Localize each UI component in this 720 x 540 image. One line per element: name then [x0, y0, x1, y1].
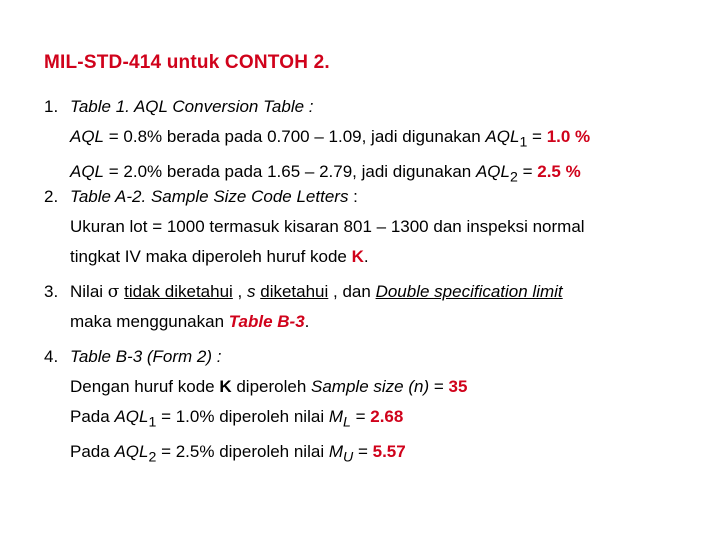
- code-letter: K: [351, 247, 364, 266]
- ml-line: Pada $AQL_1 = 1.0\%$ diperoleh nilai $M_L = 2.68$: [70, 407, 404, 431]
- list-item-3: 3. Nilai σ tidak diketahui , s diketahui , dan Double specification limit maka menggunakan Table B-3.: [44, 277, 563, 337]
- list-item-1: [44, 92, 590, 193]
- sample-size-line: Dengan huruf kode K diperoleh Sample size (n) = 35: [70, 377, 468, 396]
- aql-line-1: AQL = 0.8% berada pada 0.700 – 1.09, jadi digunakan $AQL_1 = 1.0$ %: [70, 127, 591, 151]
- item-heading: Table B-3 (Form 2) :: [70, 347, 222, 366]
- mu-value: 5.57: [372, 442, 406, 462]
- item-number: 4.: [44, 347, 59, 366]
- lot-size-line: Ukuran lot = 1000 termasuk kisaran 801 – 1300 dan inspeksi normal: [70, 217, 585, 236]
- aql1-result: 1.0 %: [546, 127, 591, 146]
- double-spec-limit: Double specification limit: [375, 282, 563, 301]
- item-number: 2.: [44, 187, 59, 206]
- item-heading: Table 1. AQL Conversion Table :: [70, 97, 314, 116]
- sample-size-value: 35: [448, 377, 468, 396]
- item-number: 1.: [44, 97, 59, 116]
- item-heading: Table A-2. Sample Size Code Letters: [70, 187, 349, 206]
- slide-title: MIL-STD-414 untuk CONTOH 2.: [44, 52, 330, 73]
- mu-line: Pada $AQL_2 = 2.5\%$ diperoleh nilai $M_U = 5.57$: [70, 442, 406, 466]
- aql-line-2: AQL = 2.0% berada pada 1.65 – 2.79, jadi digunakan $AQL_2 = 2.5$ %: [70, 162, 581, 186]
- table-b3-ref: Table B-3: [228, 312, 305, 331]
- item-number: 3.: [44, 282, 59, 301]
- ml-value: 2.68: [370, 407, 404, 426]
- list-item-2: 2. Table A-2. Sample Size Code Letters : Ukuran lot = 1000 termasuk kisaran 801 – 1300 dan inspeksi normal tingkat IV maka diperoleh huruf kode K.: [44, 182, 585, 272]
- sigma-symbol: σ: [107, 282, 120, 302]
- list-item-4: [44, 342, 467, 473]
- table-reference-line: maka menggunakan Table B-3.: [70, 312, 310, 331]
- aql2-result: 2.5 %: [537, 162, 581, 182]
- code-letter-line: tingkat IV maka diperoleh huruf kode K.: [70, 247, 369, 266]
